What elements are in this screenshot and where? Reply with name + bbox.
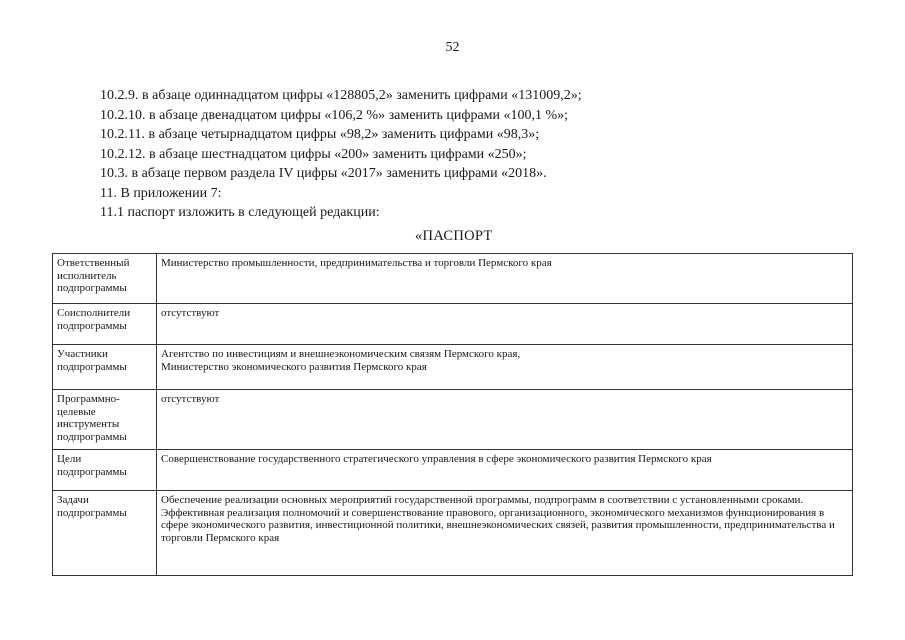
- value-line: Эффективная реализация полномочий и совершенствование правового, организационного, экономического механизмов функционирования в сфере экономического развития, инвестиционной политики, внешнеэкономических связей, развития промышленности, предпринимательства и торговли Пермского края: [161, 506, 835, 544]
- row-label: Цели подпрограммы: [53, 450, 157, 491]
- passport-table: [52, 253, 853, 576]
- table-row: [53, 491, 853, 576]
- value-line: Министерство экономического развития Пермского края: [161, 360, 427, 373]
- row-value: [157, 345, 853, 390]
- row-label: Соисполнители подпрограммы: [53, 304, 157, 345]
- row-label: Участники подпрограммы: [53, 345, 157, 390]
- value-line: Агентство по инвестициям и внешнеэкономическим связям Пермского края,: [161, 348, 521, 360]
- row-value: [157, 491, 853, 576]
- passport-title: «ПАСПОРТ: [415, 228, 493, 244]
- amendment-item: 10.3. в абзаце первом раздела IV цифры «2017» заменить цифрами «2018».: [100, 166, 547, 181]
- amendment-item: 10.2.11. в абзаце четырнадцатом цифры «98,2» заменить цифрами «98,3»;: [100, 127, 540, 142]
- row-label: Задачи подпрограммы: [53, 491, 157, 576]
- amendment-item: 10.2.9. в абзаце одиннадцатом цифры «128805,2» заменить цифрами «131009,2»;: [100, 88, 582, 103]
- row-value: Министерство промышленности, предпринимательства и торговли Пермского края: [157, 254, 853, 304]
- amendment-item: 10.2.10. в абзаце двенадцатом цифры «106,2 %» заменить цифрами «100,1 %»;: [100, 107, 569, 123]
- row-value: Совершенствование государственного стратегического управления в сфере экономического развития Пермского края: [157, 450, 853, 491]
- row-value: отсутствуют: [157, 304, 853, 345]
- row-label: Программно-целевые инструменты подпрограммы: [53, 390, 157, 450]
- value-line: Обеспечение реализации основных мероприятий государственной программы, подпрограмм в соответствии с установленными сроками.: [161, 494, 804, 506]
- amendment-item: 11.1 паспорт изложить в следующей редакции:: [100, 205, 380, 220]
- table-row: [53, 390, 853, 450]
- table-row: [53, 304, 853, 345]
- table-row: [53, 254, 853, 304]
- table-row: [53, 345, 853, 390]
- page-number: 52: [445, 40, 460, 55]
- amendment-list: [100, 86, 582, 223]
- table-row: [53, 450, 853, 491]
- amendment-item: 11. В приложении 7:: [100, 185, 222, 201]
- row-value: отсутствуют: [157, 390, 853, 450]
- amendment-item: 10.2.12. в абзаце шестнадцатом цифры «200» заменить цифрами «250»;: [100, 146, 527, 162]
- row-label: Ответственный исполнитель подпрограммы: [53, 254, 157, 304]
